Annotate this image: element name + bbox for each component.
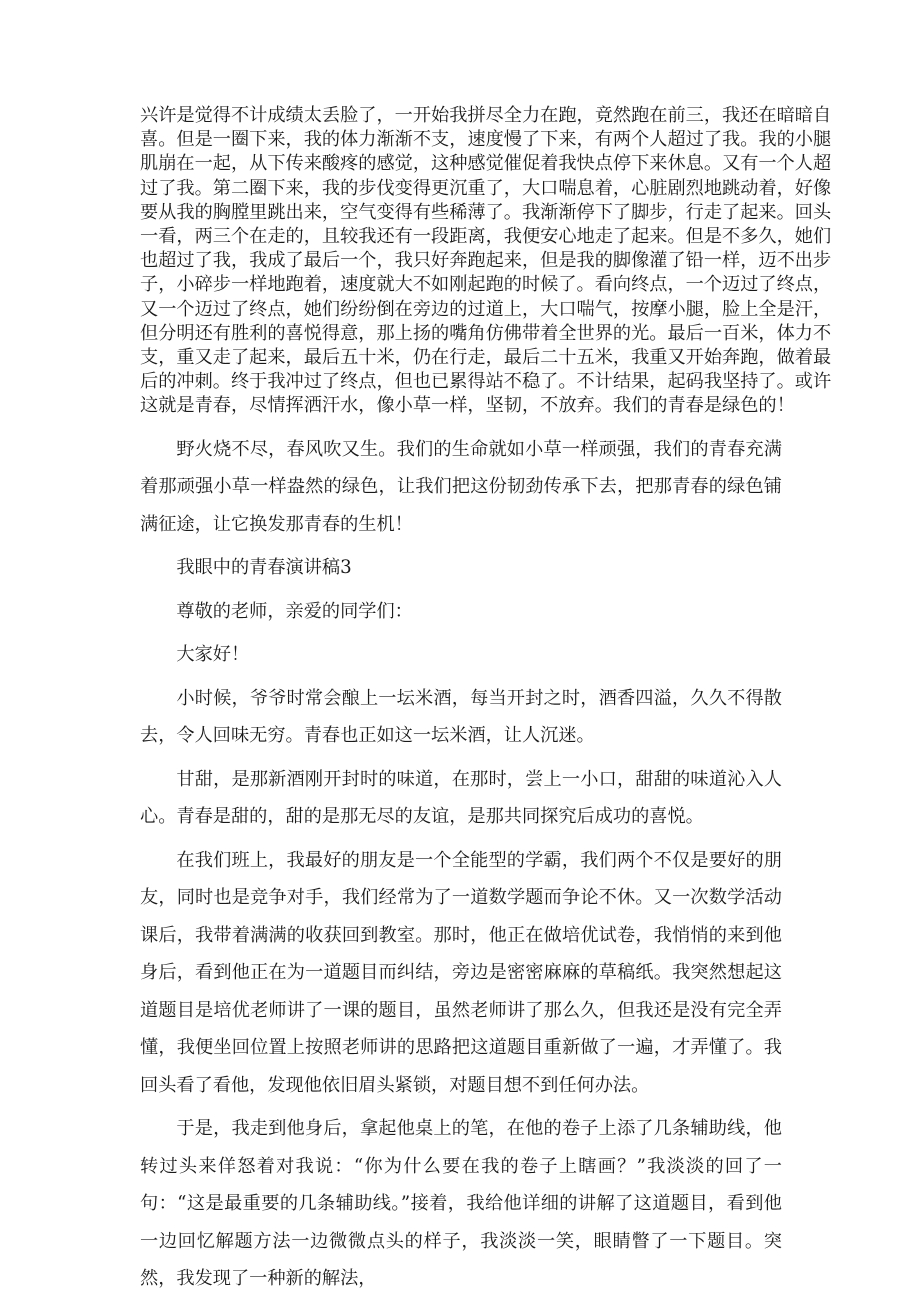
document-page bbox=[140, 104, 832, 1298]
text-line: 这就是青春，尽情挥洒汗水，像小草一样，坚韧，不放弃。我们的青春是绿色的！ bbox=[140, 395, 795, 417]
paragraph-best-friend: 在我们班上，我最好的朋友是一个全能型的学霸，我们两个不仅是要好的朋友，同时也是竞争对手，我们经常为了一道数学题而争论不休。又一次数学活动课后，我带着满满的收获回到教室。那时，他正在做培优试卷，我悄悄的来到他身后，看到他正在为一道题目而纠结，旁边是密密麻麻的草稿纸。我突然想起这道题目是培优老师讲了一课的题目，虽然老师讲了那么久，但我还是没有完全弄懂，我便坐回位置上按照老师讲的思路把这道题目重新做了一遍，才弄懂了。我回头看了看他，发现他依旧眉头紧锁，对题目想不到任何办法。 bbox=[140, 849, 782, 1096]
text-line: 要从我的胸膛里跳出来，空气变得有些稀薄了。我渐渐停下了脚步，行走了起来。回头 bbox=[140, 201, 832, 223]
text-line: 又一个迈过了终点，她们纷纷倒在旁边的过道上，大口喘气，按摩小腿，脸上全是汗， bbox=[140, 298, 832, 320]
speech-heading: 我眼中的青春演讲稿3 bbox=[176, 557, 352, 579]
greeting: 大家好！ bbox=[176, 644, 250, 666]
text-line: 肌崩在一起，从下传来酸疼的感觉，这种感觉催促着我快点停下来休息。又有一个人超 bbox=[140, 153, 832, 175]
text-line: 支，重又走了起来，最后五十米，仍在行走，最后二十五米，我重又开始奔跑，做着最 bbox=[140, 347, 832, 369]
paragraph-auxiliary-lines: 于是，我走到他身后，拿起他桌上的笔，在他的卷子上添了几条辅助线，他转过头来佯怒着对我说：“你为什么要在我的卷子上瞎画？”我淡淡的回了一句：“这是最重要的几条辅助线。”接着，我给他详细的讲解了这道题目，看到他一边回忆解题方法一边微微点头的样子，我淡淡一笑，眼睛瞥了一下题目。突然，我发现了一种新的解法， bbox=[140, 1118, 782, 1290]
text-line: 后的冲刺。终于我冲过了终点，但也已累得站不稳了。不计结果，起码我坚持了。或许 bbox=[140, 371, 832, 393]
text-line: 也超过了我，我成了最后一个，我只好奔跑起来，但是我的脚像灌了铅一样，迈不出步 bbox=[140, 250, 832, 272]
salutation: 尊敬的老师，亲爱的同学们： bbox=[176, 600, 413, 622]
paragraph-wildfire: 野火烧不尽，春风吹又生。我们的生命就如小草一样顽强，我们的青春充满着那顽强小草一样盎然的绿色，让我们把这份韧劲传承下去，把那青春的绿色铺满征途，让它换发那青春的生机！ bbox=[140, 438, 782, 535]
text-line: 但分明还有胜利的喜悦得意，那上扬的嘴角仿佛带着全世界的光。最后一百米，体力不 bbox=[140, 322, 832, 344]
text-line: 子，小碎步一样地跑着，速度就大不如刚起跑的时候了。看向终点，一个迈过了终点， bbox=[140, 274, 832, 296]
text-line: 过了我。第二圈下来，我的步伐变得更沉重了，大口喘息着，心脏剧烈地跳动着，好像 bbox=[140, 177, 832, 199]
paragraph-running-race bbox=[140, 104, 832, 419]
text-line: 一看，两三个在走的，且较我还有一段距离，我便安心地走了起来。但是不多久，她们 bbox=[140, 226, 832, 248]
paragraph-sweetness: 甘甜，是那新酒刚开封时的味道，在那时，尝上一小口，甜甜的味道沁入人心。青春是甜的，甜的是那无尽的友谊，是那共同探究后成功的喜悦。 bbox=[140, 768, 782, 828]
text-line: 兴许是觉得不计成绩太丢脸了，一开始我拼尽全力在跑，竟然跑在前三，我还在暗暗自 bbox=[140, 105, 832, 126]
paragraph-rice-wine: 小时候，爷爷时常会酿上一坛米酒，每当开封之时，酒香四溢，久久不得散去，令人回味无穷。青春也正如这一坛米酒，让人沉迷。 bbox=[140, 687, 782, 747]
text-line: 喜。但是一圈下来，我的体力渐渐不支，速度慢了下来，有两个人超过了我。我的小腿 bbox=[140, 129, 832, 151]
